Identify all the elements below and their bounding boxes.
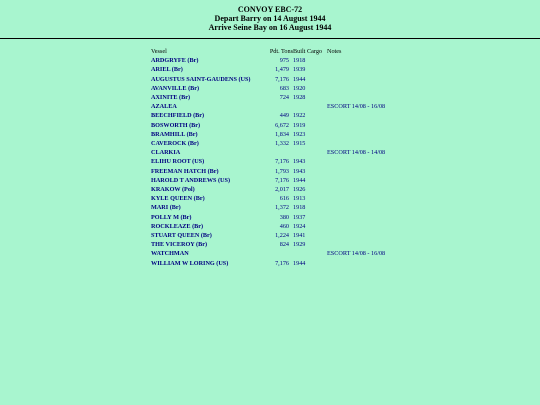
cargo xyxy=(307,111,327,120)
table-row xyxy=(151,176,385,185)
column-header-notes: Notes xyxy=(327,48,342,55)
vessel-name: MARI (Br) xyxy=(151,204,181,212)
vessel-name: ARDGRYFE (Br) xyxy=(151,57,199,65)
vessel-name: ROCKLEAZE (Br) xyxy=(151,222,204,230)
vessel-name: ARIEL (Br) xyxy=(151,66,183,74)
notes: ESCORT 14/08 - 16/08 xyxy=(327,250,386,258)
tonnage: 1,372 xyxy=(275,204,289,212)
cargo xyxy=(307,231,327,240)
notes: ESCORT 14/08 - 14/08 xyxy=(327,149,386,157)
tonnage: 616 xyxy=(279,195,289,203)
cargo xyxy=(307,203,327,212)
notes xyxy=(327,111,385,120)
table-header-row xyxy=(151,47,385,56)
table-row xyxy=(151,56,385,65)
year-built xyxy=(293,249,307,258)
tonnage: 380 xyxy=(279,213,289,221)
year-built: 1918 xyxy=(293,204,306,212)
year-built: 1943 xyxy=(293,158,306,166)
header-divider xyxy=(0,38,540,39)
notes xyxy=(327,240,385,249)
tonnage: 724 xyxy=(279,94,289,102)
cargo xyxy=(307,56,327,65)
table-row xyxy=(151,222,385,231)
tonnage: 1,793 xyxy=(275,167,289,175)
cargo xyxy=(307,249,327,258)
table-row xyxy=(151,240,385,249)
vessel-name: ELIHU ROOT (US) xyxy=(151,158,205,166)
year-built xyxy=(293,148,307,157)
table-row xyxy=(151,111,385,120)
tonnage: 1,479 xyxy=(275,66,289,74)
vessel-name: WILLIAM W LORING (US) xyxy=(151,259,229,267)
vessel-name: BEECHFIELD (Br) xyxy=(151,112,205,120)
notes xyxy=(327,213,385,222)
tonnage: 449 xyxy=(279,112,289,120)
year-built: 1928 xyxy=(293,94,306,102)
column-header-vessel: Vessel xyxy=(151,48,167,55)
vessel-name: HAROLD T ANDREWS (US) xyxy=(151,176,231,184)
notes xyxy=(327,203,385,212)
table-row xyxy=(151,139,385,148)
table-row xyxy=(151,194,385,203)
cargo xyxy=(307,93,327,102)
tonnage: 1,224 xyxy=(275,232,289,240)
notes xyxy=(327,157,385,166)
year-built: 1913 xyxy=(293,195,306,203)
table-row xyxy=(151,185,385,194)
table-row xyxy=(151,65,385,74)
table-row xyxy=(151,249,385,258)
table-row xyxy=(151,102,385,111)
notes xyxy=(327,75,385,84)
table-row xyxy=(151,93,385,102)
year-built xyxy=(293,102,307,111)
table-row xyxy=(151,148,385,157)
year-built: 1920 xyxy=(293,84,306,92)
tonnage: 7,176 xyxy=(275,75,289,83)
column-header-built: Built xyxy=(293,48,306,55)
tonnage: 7,176 xyxy=(275,158,289,166)
tonnage xyxy=(260,249,293,258)
year-built: 1926 xyxy=(293,186,306,194)
notes xyxy=(327,222,385,231)
table-row xyxy=(151,231,385,240)
cargo xyxy=(307,157,327,166)
vessel-name: AVANVILLE (Br) xyxy=(151,84,200,92)
cargo xyxy=(307,148,327,157)
table-row xyxy=(151,203,385,212)
vessel-name: KYLE QUEEN (Br) xyxy=(151,195,205,203)
cargo xyxy=(307,102,327,111)
year-built: 1915 xyxy=(293,140,306,148)
tonnage: 824 xyxy=(279,241,289,249)
vessel-name: CLARKIA xyxy=(151,149,181,157)
tonnage: 683 xyxy=(279,84,289,92)
cargo xyxy=(307,259,327,268)
year-built: 1944 xyxy=(293,259,306,267)
cargo xyxy=(307,130,327,139)
tonnage: 7,176 xyxy=(275,259,289,267)
notes xyxy=(327,259,385,268)
column-header-tons: Pdt. Tons xyxy=(269,48,293,55)
cargo xyxy=(307,84,327,93)
convoy-header xyxy=(0,0,540,32)
notes xyxy=(327,231,385,240)
tonnage xyxy=(260,148,293,157)
vessel-name: AUGUSTUS SAINT-GAUDENS (US) xyxy=(151,75,251,83)
cargo xyxy=(307,121,327,130)
table-row xyxy=(151,84,385,93)
vessel-name: AXINITE (Br) xyxy=(151,94,191,102)
cargo xyxy=(307,65,327,74)
notes xyxy=(327,93,385,102)
notes xyxy=(327,130,385,139)
notes xyxy=(327,176,385,185)
table-row xyxy=(151,259,385,268)
table-row xyxy=(151,167,385,176)
year-built: 1922 xyxy=(293,112,306,120)
vessel-name: STUART QUEEN (Br) xyxy=(151,232,212,240)
year-built: 1918 xyxy=(293,57,306,65)
cargo xyxy=(307,213,327,222)
vessel-name: BRAMHILL (Br) xyxy=(151,130,198,138)
cargo xyxy=(307,185,327,194)
cargo xyxy=(307,167,327,176)
year-built: 1924 xyxy=(293,222,306,230)
cargo xyxy=(307,139,327,148)
year-built: 1923 xyxy=(293,130,306,138)
vessel-name: CAVEROCK (Br) xyxy=(151,140,199,148)
notes xyxy=(327,121,385,130)
cargo xyxy=(307,240,327,249)
convoy-table xyxy=(151,47,385,268)
vessel-name: AZALEA xyxy=(151,103,177,111)
notes xyxy=(327,167,385,176)
cargo xyxy=(307,176,327,185)
year-built: 1944 xyxy=(293,75,306,83)
vessel-name: FREEMAN HATCH (Br) xyxy=(151,167,219,175)
vessel-name: POLLY M (Br) xyxy=(151,213,192,221)
cargo xyxy=(307,194,327,203)
vessel-name: KRAKOW (Pol) xyxy=(151,186,195,194)
cargo xyxy=(307,222,327,231)
cargo xyxy=(307,75,327,84)
year-built: 1943 xyxy=(293,167,306,175)
notes xyxy=(327,56,385,65)
year-built: 1939 xyxy=(293,66,306,74)
tonnage: 7,176 xyxy=(275,176,289,184)
notes xyxy=(327,139,385,148)
year-built: 1941 xyxy=(293,232,306,240)
column-header-cargo: Cargo xyxy=(307,48,323,55)
table-row xyxy=(151,130,385,139)
vessel-name: BOSWORTH (Br) xyxy=(151,121,201,129)
year-built: 1929 xyxy=(293,241,306,249)
tonnage: 460 xyxy=(279,222,289,230)
table-row xyxy=(151,75,385,84)
convoy-title: CONVOY EBC-72 xyxy=(237,5,303,14)
year-built: 1944 xyxy=(293,176,306,184)
notes xyxy=(327,65,385,74)
tonnage xyxy=(260,102,293,111)
tonnage: 2,017 xyxy=(275,186,289,194)
table-row xyxy=(151,213,385,222)
year-built: 1919 xyxy=(293,121,306,129)
arrival-info: Arrive Seine Bay on 16 August 1944 xyxy=(208,23,332,32)
notes xyxy=(327,84,385,93)
year-built: 1937 xyxy=(293,213,306,221)
vessel-name: WATCHMAN xyxy=(151,250,189,258)
tonnage: 975 xyxy=(279,57,289,65)
notes xyxy=(327,185,385,194)
tonnage: 1,834 xyxy=(275,130,289,138)
departure-info: Depart Barry on 14 August 1944 xyxy=(214,14,326,23)
tonnage: 1,332 xyxy=(275,140,289,148)
notes: ESCORT 14/08 - 16/08 xyxy=(327,103,386,111)
tonnage: 6,672 xyxy=(275,121,289,129)
vessel-name: THE VICEROY (Br) xyxy=(151,241,208,249)
table-body xyxy=(151,56,385,268)
table-row xyxy=(151,121,385,130)
table-row xyxy=(151,157,385,166)
notes xyxy=(327,194,385,203)
